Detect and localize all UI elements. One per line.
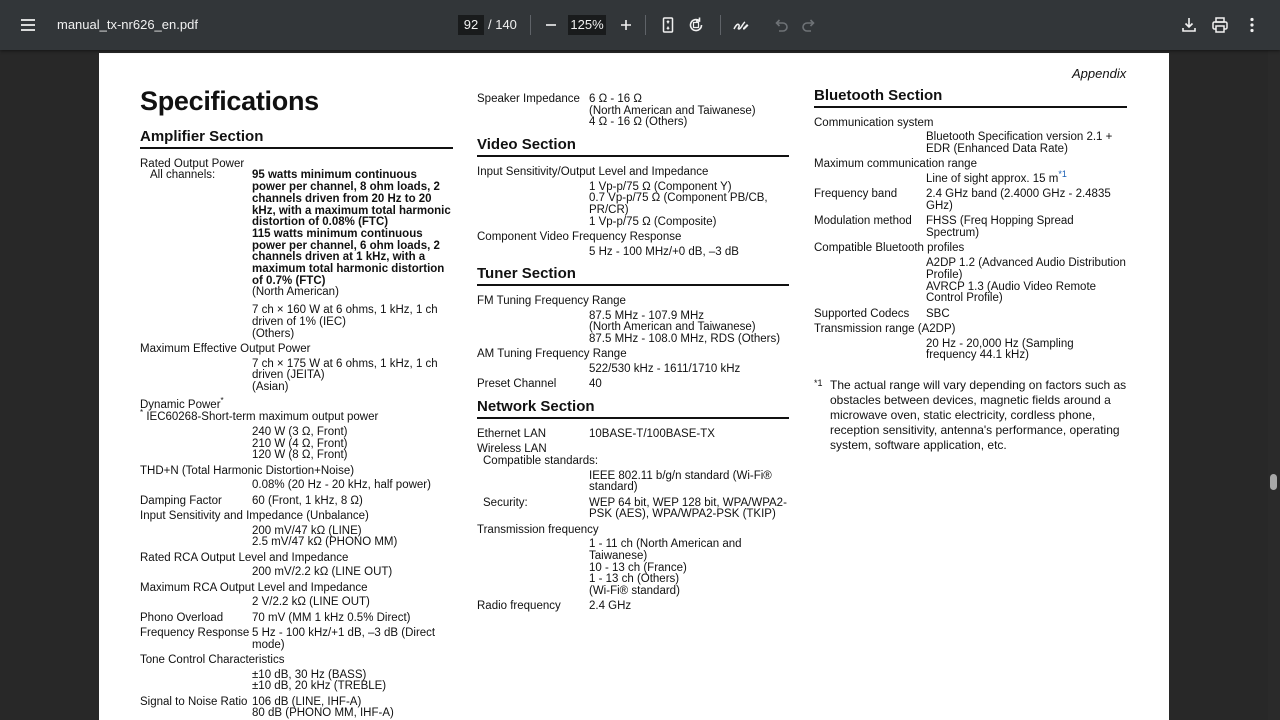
spec-label: Maximum communication range [814, 158, 977, 171]
footnote-mark: *1 [814, 377, 823, 388]
rotate-icon[interactable] [682, 11, 710, 39]
more-vert-icon[interactable] [1238, 11, 1266, 39]
spec-value: (Asian) [252, 380, 289, 393]
spec-value: 2 V/2.2 kΩ (LINE OUT) [252, 596, 370, 609]
spec-label: Component Video Frequency Response [477, 230, 682, 243]
redo-icon[interactable] [795, 11, 823, 39]
spec-value: A2DP 1.2 (Advanced Audio Distribution Profile) AVRCP 1.3 (Audio Video Remote Control Profile) [926, 257, 1126, 305]
network-section-heading: Network Section [477, 401, 789, 419]
spec-value: 60 (Front, 1 kHz, 8 Ω) [252, 494, 363, 507]
footnote [814, 378, 1127, 453]
spec-wireless-lan [477, 444, 789, 521]
spec-label: Transmission frequency [477, 523, 599, 536]
spec-label: AM Tuning Frequency Range [477, 348, 627, 361]
toolbar-divider [720, 15, 721, 35]
menu-icon[interactable] [14, 11, 42, 39]
footnote-text: The actual range will vary depending on factors such as obstacles between devices, magnetic fields around a microwave oven, static electricity, cordless phone, reception sensitivity, antenna's performance, operating system, software application, etc. [830, 377, 1127, 452]
page-title: Specifications [140, 86, 319, 116]
spec-transmission-frequency [477, 525, 789, 598]
amplifier-section-heading: Amplifier Section [140, 131, 453, 149]
tuner-section-heading: Tuner Section [477, 268, 789, 286]
spec-tone-control [140, 655, 453, 693]
pdf-page [99, 53, 1169, 720]
spec-value: 200 mV/47 kΩ (LINE) 2.5 mV/47 kΩ (PHONO MM) [252, 524, 398, 549]
spec-label: Compatible Bluetooth profiles [814, 242, 965, 255]
undo-icon[interactable] [767, 11, 795, 39]
spec-label: THD+N (Total Harmonic Distortion+Noise) [140, 464, 355, 477]
spec-communication-system [814, 118, 1127, 156]
spec-sublabel: Security: [483, 496, 528, 509]
pdf-toolbar [0, 0, 1280, 50]
spec-value: 70 mV (MM 1 kHz 0.5% Direct) [252, 611, 411, 624]
spec-label: Radio frequency [477, 600, 561, 613]
spec-label: Signal to Noise Ratio [140, 695, 248, 708]
spec-label: Maximum Effective Output Power [140, 342, 311, 355]
zoom-out-icon[interactable] [537, 11, 565, 39]
spec-value: 2.4 GHz [589, 600, 632, 613]
spec-value: 6 Ω - 16 Ω (North American and Taiwanese) 4 Ω - 16 Ω (Others) [589, 93, 756, 129]
footnote-ref: *1 [1058, 169, 1067, 180]
spec-value: Bluetooth Specification version 2.1 + EDR (Enhanced Data Rate) [926, 131, 1113, 156]
spec-phono-overload [140, 613, 453, 625]
spec-value: 522/530 kHz - 1611/1710 kHz [589, 363, 741, 376]
spec-value: 106 dB (LINE, IHF-A) 80 dB (PHONO MM, IHF-A) [252, 695, 394, 720]
spec-frequency-response [140, 628, 453, 651]
toolbar-divider [645, 15, 646, 35]
column-video-tuner-network [477, 94, 789, 613]
spec-value: FHSS (Freq Hopping Spread Spectrum) [926, 215, 1074, 240]
spec-value: 2.4 GHz band (2.4000 GHz - 2.4835 GHz) [926, 188, 1111, 213]
spec-modulation-method [814, 216, 1127, 239]
spec-label: Dynamic Power [140, 398, 221, 411]
spec-value: (North American) [252, 286, 339, 299]
spec-value: 7 ch × 160 W at 6 ohms, 1 kHz, 1 ch driven of 1% (IEC) [252, 304, 438, 328]
download-icon[interactable] [1175, 11, 1203, 39]
spec-value: 5 Hz - 100 kHz/+1 dB, –3 dB (Direct mode) [252, 627, 436, 651]
spec-label: Wireless LAN [477, 443, 547, 456]
spec-dynamic-power: Dynamic Power* * IEC60268-Short-term maximum output power 240 W (3 Ω, Front) 210 W (4 Ω, Front) 120 W (8 Ω, Front) [140, 400, 453, 463]
column-amplifier [140, 128, 453, 720]
spec-value: Line of sight approx. 15 m [926, 173, 1059, 186]
spec-rated-output [140, 159, 453, 341]
spec-label: Frequency band [814, 188, 898, 201]
page-header-appendix: Appendix [1072, 66, 1127, 81]
spec-value: 1 - 11 ch (North American and Taiwanese) 10 - 13 ch (France) 1 - 13 ch (Others) (Wi-Fi® standard) [589, 538, 742, 598]
spec-value: ±10 dB, 30 Hz (BASS) ±10 dB, 20 kHz (TREBLE) [252, 668, 387, 693]
spec-value: 240 W (3 Ω, Front) 210 W (4 Ω, Front) 120 W (8 Ω, Front) [252, 426, 348, 462]
fit-page-icon[interactable] [654, 11, 682, 39]
spec-label: Damping Factor [140, 494, 222, 507]
spec-label: Input Sensitivity and Impedance (Unbalance) [140, 510, 369, 523]
spec-value: IEEE 802.11 b/g/n standard (Wi-Fi® standard) [589, 469, 772, 494]
spec-rated-rca-output [140, 553, 453, 579]
spec-supported-codecs [814, 309, 1127, 321]
spec-value: (Others) [252, 327, 295, 340]
page-total: / 140 [488, 17, 517, 32]
spec-value: WEP 64 bit, WEP 128 bit, WPA/WPA2-PSK (AES), WPA/WPA2-PSK (TKIP) [589, 496, 787, 521]
spec-value: 1 Vp-p/75 Ω (Component Y) 0.7 Vp-p/75 Ω (Component PB/CB, PR/CR) 1 Vp-p/75 Ω (Composite) [589, 180, 768, 228]
spec-label: Maximum RCA Output Level and Impedance [140, 581, 368, 594]
spec-value: 95 watts minimum continuous power per channel, 8 ohm loads, 2 channels driven from 20 Hz to 20 kHz, with a maximum total harmonic distortion of 0.08% (FTC) [252, 169, 451, 229]
spec-value: 5 Hz - 100 MHz/+0 dB, –3 dB [589, 245, 739, 258]
scrollbar-thumb[interactable] [1270, 474, 1277, 490]
toolbar-divider [530, 15, 531, 35]
spec-label: Modulation method [814, 215, 912, 228]
spec-fm-range [477, 296, 789, 346]
spec-sublabel: All channels: [150, 169, 216, 182]
spec-am-range [477, 349, 789, 375]
spec-value: 20 Hz - 20,000 Hz (Sampling frequency 44.1 kHz) [926, 337, 1074, 362]
column-bluetooth [814, 87, 1127, 453]
spec-ethernet [477, 429, 789, 441]
spec-label: Communication system [814, 116, 934, 129]
page-number-input[interactable] [458, 15, 484, 35]
spec-label: Supported Codecs [814, 307, 910, 320]
spec-label: Phono Overload [140, 611, 224, 624]
spec-footnote: IEC60268-Short-term maximum output power [146, 411, 379, 424]
spec-radio-frequency [477, 601, 789, 613]
spec-sublabel: Compatible standards: [483, 454, 599, 467]
spec-speaker-impedance [477, 94, 789, 129]
vertical-scrollbar[interactable] [1268, 50, 1280, 720]
file-name: manual_tx-nr626_en.pdf [57, 17, 198, 32]
spec-max-communication-range [814, 159, 1127, 185]
bluetooth-section-heading: Bluetooth Section [814, 90, 1127, 108]
spec-label: Speaker Impedance [477, 93, 580, 105]
spec-frequency-band [814, 189, 1127, 212]
zoom-level-input[interactable] [568, 15, 606, 35]
spec-input-sensitivity [140, 511, 453, 549]
spec-label: Preset Channel [477, 378, 557, 391]
spec-value: 10BASE-T/100BASE-TX [589, 427, 715, 440]
spec-max-rca-output [140, 583, 453, 609]
spec-preset-channel [477, 379, 789, 391]
zoom-in-icon[interactable] [612, 11, 640, 39]
spec-label: Ethernet LAN [477, 427, 547, 440]
spec-value: 87.5 MHz - 107.9 MHz (North American and Taiwanese) 87.5 MHz - 108.0 MHz, RDS (Others) [589, 309, 781, 346]
spec-value: 115 watts minimum continuous power per channel, 6 ohm loads, 2 channels driven at 1 kHz, with a maximum total harmonic distortion of 0.7% (FTC) [252, 227, 445, 287]
spec-transmission-range [814, 324, 1127, 362]
spec-component-video [477, 232, 789, 258]
spec-label: Transmission range (A2DP) [814, 322, 956, 335]
spec-value: 200 mV/2.2 kΩ (LINE OUT) [252, 566, 393, 579]
spec-value: 0.08% (20 Hz - 20 kHz, half power) [252, 479, 431, 492]
spec-signal-to-noise [140, 697, 453, 720]
annotate-icon[interactable] [727, 11, 755, 39]
spec-value: 7 ch × 175 W at 6 ohms, 1 kHz, 1 ch driven (JEITA) [252, 357, 438, 382]
spec-label: Rated Output Power [140, 157, 245, 170]
spec-label: Rated RCA Output Level and Impedance [140, 551, 349, 564]
spec-damping-factor [140, 496, 453, 508]
spec-label: Tone Control Characteristics [140, 654, 285, 667]
video-section-heading: Video Section [477, 139, 789, 157]
spec-max-effective-output [140, 344, 453, 394]
spec-label: FM Tuning Frequency Range [477, 295, 626, 308]
spec-video-input [477, 167, 789, 229]
spec-thd [140, 466, 453, 492]
spec-label: Input Sensitivity/Output Level and Impedance [477, 165, 709, 178]
spec-value: SBC [926, 307, 950, 320]
print-icon[interactable] [1206, 11, 1234, 39]
spec-value: 40 [589, 378, 602, 391]
spec-label: Frequency Response [140, 627, 250, 640]
spec-bluetooth-profiles [814, 243, 1127, 305]
